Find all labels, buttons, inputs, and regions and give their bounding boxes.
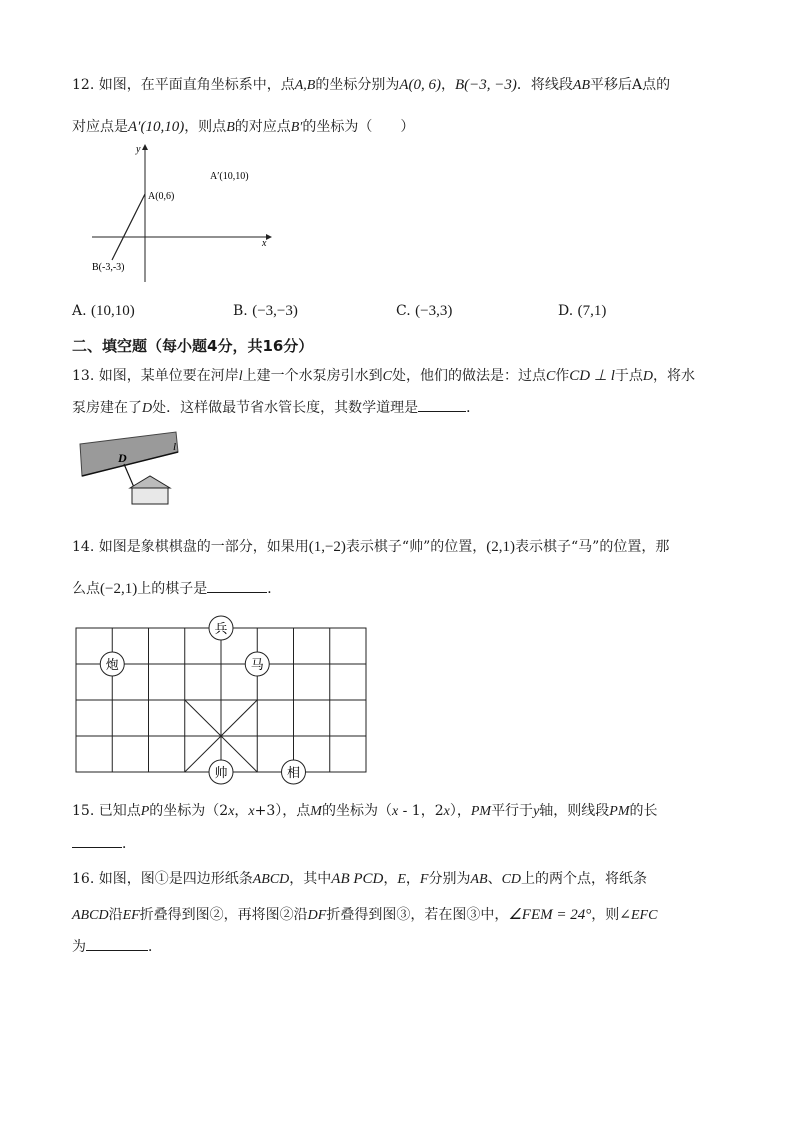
- piece-xiang[interactable]: [282, 760, 306, 784]
- q16-answer-blank[interactable]: [86, 936, 148, 951]
- q16-line1: 16. 如图，图①是四边形纸条ABCD，其中AB PCD，E，F分别为AB、CD上的两个点，将纸条: [72, 871, 648, 887]
- q13-answer-blank[interactable]: [418, 397, 466, 412]
- q14-answer-blank[interactable]: [207, 578, 267, 593]
- x-axis-label: x: [262, 238, 267, 249]
- x-axis-arrow: [266, 234, 272, 240]
- q12-coordinate-figure: [88, 142, 288, 292]
- q16-line3: 为 ．: [72, 936, 162, 956]
- q14-line1: 14. 如图是象棋棋盘的一部分，如果用(1,−2)表示棋子“帅”的位置，(2,1)表示棋子“马”的位置，那: [72, 539, 670, 555]
- q13-number: 13.: [72, 368, 95, 384]
- q12-option-a[interactable]: A. (10,10): [72, 303, 135, 319]
- q15-answer-blank[interactable]: [72, 833, 122, 848]
- q12-option-c[interactable]: C. (−3,3): [396, 303, 453, 319]
- river-bank: [80, 432, 178, 476]
- y-axis-label: y: [136, 144, 141, 155]
- point-a-prime-label: A′(10,10): [210, 171, 249, 182]
- q12-line1: 12. 如图，在平面直角坐标系中，点A,B的坐标分别为A(0, 6)，B(−3, −3)．将线段AB平移后A点的: [72, 77, 671, 93]
- q16-number: 16.: [72, 871, 95, 887]
- board-grid: [76, 628, 366, 772]
- pump-house-roof: [130, 476, 170, 488]
- q13-line1: 13. 如图，某单位要在河岸l上建一个水泵房引水到C处，他们的做法是：过点C作CD ⊥ l于点D，将水: [72, 368, 695, 384]
- q12-option-b[interactable]: B. (−3,−3): [233, 303, 298, 319]
- q15-number: 15.: [72, 803, 95, 819]
- q14-number: 14.: [72, 539, 95, 555]
- piece-bing[interactable]: [209, 616, 233, 640]
- piece-xiang-label: 相: [286, 766, 301, 781]
- pump-house: [132, 488, 168, 504]
- point-d-label: D: [118, 451, 127, 465]
- y-axis-arrow: [142, 144, 148, 150]
- q16-line2: ABCD沿EF折叠得到图②，再将图②沿DF折叠得到图③，若在图③中，∠FEM = 24°，则∠EFC: [72, 907, 658, 923]
- q12-number: 12.: [72, 77, 95, 93]
- q14-chessboard: [74, 610, 374, 790]
- q14-line2: 么点(−2,1)上的棋子是 ．: [72, 578, 281, 598]
- point-b-label: B(-3,-3): [92, 262, 125, 273]
- section-title-fill-in: 二、填空题（每小题4分，共16分）: [72, 337, 314, 355]
- piece-shuai[interactable]: [209, 760, 233, 784]
- q15-line2: ．: [72, 833, 136, 853]
- piece-pao-label: 炮: [105, 658, 119, 673]
- piece-ma-label: 马: [250, 658, 264, 673]
- piece-ma[interactable]: [245, 652, 269, 676]
- piece-shuai-label: 帅: [214, 766, 228, 781]
- q12-line2: 对应点是A′(10,10)，则点B的对应点B′的坐标为（ ）: [72, 119, 415, 135]
- piece-pao[interactable]: [100, 652, 124, 676]
- q15-line1: 15. 已知点P的坐标为（2x，x+3），点M的坐标为（x - 1，2x），PM平行于y轴，则线段PM的长: [72, 803, 658, 819]
- line-l-label: l: [173, 441, 177, 453]
- q12-option-d[interactable]: D. (7,1): [558, 303, 607, 319]
- segment-ab: [112, 194, 145, 260]
- q13-line2: 泵房建在了D处．这样做最节省水管长度，其数学道理是 ．: [72, 397, 480, 417]
- point-a-label: A(0,6): [148, 191, 175, 202]
- piece-bing-label: 兵: [214, 622, 228, 637]
- q13-river-figure: [78, 430, 188, 510]
